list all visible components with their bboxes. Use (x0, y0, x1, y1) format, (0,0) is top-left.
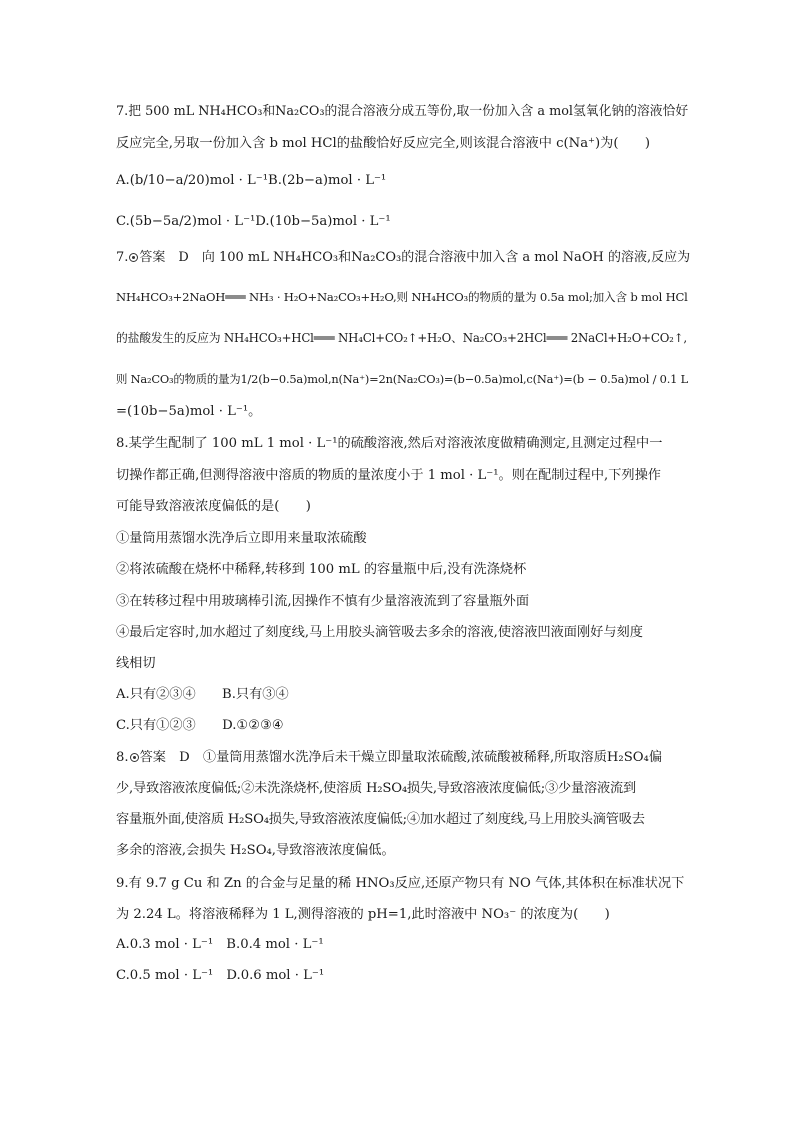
a7-line-5: =(10b−5a)mol · L⁻¹。 (116, 404, 262, 419)
q8-options-line-1: A.只有②③④ B.只有③④ (116, 687, 289, 702)
a8-line-2: 少,导致溶液浓度偏低;②未洗涤烧杯,使溶质 H₂SO₄损失,导致溶液浓度偏低;③少量溶液流到 (116, 781, 636, 796)
answer-icon (130, 753, 139, 762)
q8-stem-line-2: 切操作都正确,但测得溶液中溶质的物质的量浓度小于 1 mol · L⁻¹。则在配制过程中,下列操作 (116, 468, 661, 483)
q7-stem-line-2: 反应完全,另取一份加入含 b mol HCl的盐酸恰好反应完全,则该混合溶液中 c(Na⁺)为( ) (116, 136, 651, 151)
q8-options-line-2: C.只有①②③ D.①②③④ (116, 718, 284, 733)
q8-item-2: ②将浓硫酸在烧杯中稀释,转移到 100 mL 的容量瓶中后,没有洗涤烧杯 (116, 562, 527, 577)
a8-line-3: 容量瓶外面,使溶质 H₂SO₄损失,导致溶液浓度偏低;④加水超过了刻度线,马上用胶头滴管吸去 (116, 812, 645, 827)
q9-options-line-2: C.0.5 mol · L⁻¹ D.0.6 mol · L⁻¹ (116, 968, 325, 983)
q9-options-line-1: A.0.3 mol · L⁻¹ B.0.4 mol · L⁻¹ (116, 937, 324, 952)
q8-stem-line-3: 可能导致溶液浓度偏低的是( ) (116, 499, 311, 514)
a8-head (116, 749, 694, 767)
q9-stem-line-1: 9.有 9.7 g Cu 和 Zn 的合金与足量的稀 HNO₃反应,还原产物只有 NO 气体,其体积在标准状况下 (116, 876, 685, 891)
q7-options-line-2: C.(5b−5a/2)mol · L⁻¹D.(10b−5a)mol · L⁻¹ (116, 214, 391, 229)
q8-item-4-line-2: 线相切 (116, 656, 156, 671)
q7-options-line-1: A.(b/10−a/20)mol · L⁻¹B.(2b−a)mol · L⁻¹ (116, 173, 387, 188)
q8-item-3: ③在转移过程中用玻璃棒引流,因操作不慎有少量溶液流到了容量瓶外面 (116, 594, 530, 609)
a7-label: 7. (116, 250, 129, 265)
q9-stem-line-2: 为 2.24 L。将溶液稀释为 1 L,测得溶液的 pH=1,此时溶液中 NO₃⁻ 的浓度为( ) (116, 907, 610, 922)
answer-icon (129, 253, 138, 262)
q8-item-4-line-1: ④最后定容时,加水超过了刻度线,马上用胶头滴管吸去多余的溶液,使溶液凹液面刚好与刻度 (116, 625, 643, 640)
q8-item-1: ①量筒用蒸馏水洗净后立即用来量取浓硫酸 (116, 531, 367, 546)
a7-head (116, 249, 694, 267)
a7-line-2: NH₄HCO₃+2NaOH═══ NH₃ · H₂O+Na₂CO₃+H₂O,则 NH₄HCO₃的物质的量为 0.5a mol;加入含 b mol HCl (116, 290, 688, 304)
a7-head-text: 答案 D 向 100 mL NH₄HCO₃和Na₂CO₃的混合溶液中加入含 a mol NaOH 的溶液,反应为 (139, 250, 691, 265)
a7-line-3: 的盐酸发生的反应为 NH₄HCO₃+HCl═══ NH₄Cl+CO₂↑+H₂O、Na₂CO₃+2HCl═══ 2NaCl+H₂O+CO₂↑, (116, 331, 687, 345)
a8-line-4: 多余的溶液,会损失 H₂SO₄,导致溶液浓度偏低。 (116, 843, 395, 858)
q7-stem-line-1: 7.把 500 mL NH₄HCO₃和Na₂CO₃的混合溶液分成五等份,取一份加入含 a mol氢氧化钠的溶液恰好 (116, 104, 689, 119)
a8-label: 8. (116, 750, 129, 765)
q8-stem-line-1: 8.某学生配制了 100 mL 1 mol · L⁻¹的硫酸溶液,然后对溶液浓度做精确测定,且测定过程中一 (116, 436, 663, 451)
a7-line-4: 则 Na₂CO₃的物质的量为1/2(b−0.5a)mol,n(Na⁺)=2n(Na₂CO₃)=(b−0.5a)mol,c(Na⁺)=(b − 0.5a)mol / 0.1 L (116, 372, 688, 386)
a8-head-text: 答案 D ①量筒用蒸馏水洗净后未干燥立即量取浓硫酸,浓硫酸被稀释,所取溶质H₂SO₄偏 (139, 750, 663, 765)
